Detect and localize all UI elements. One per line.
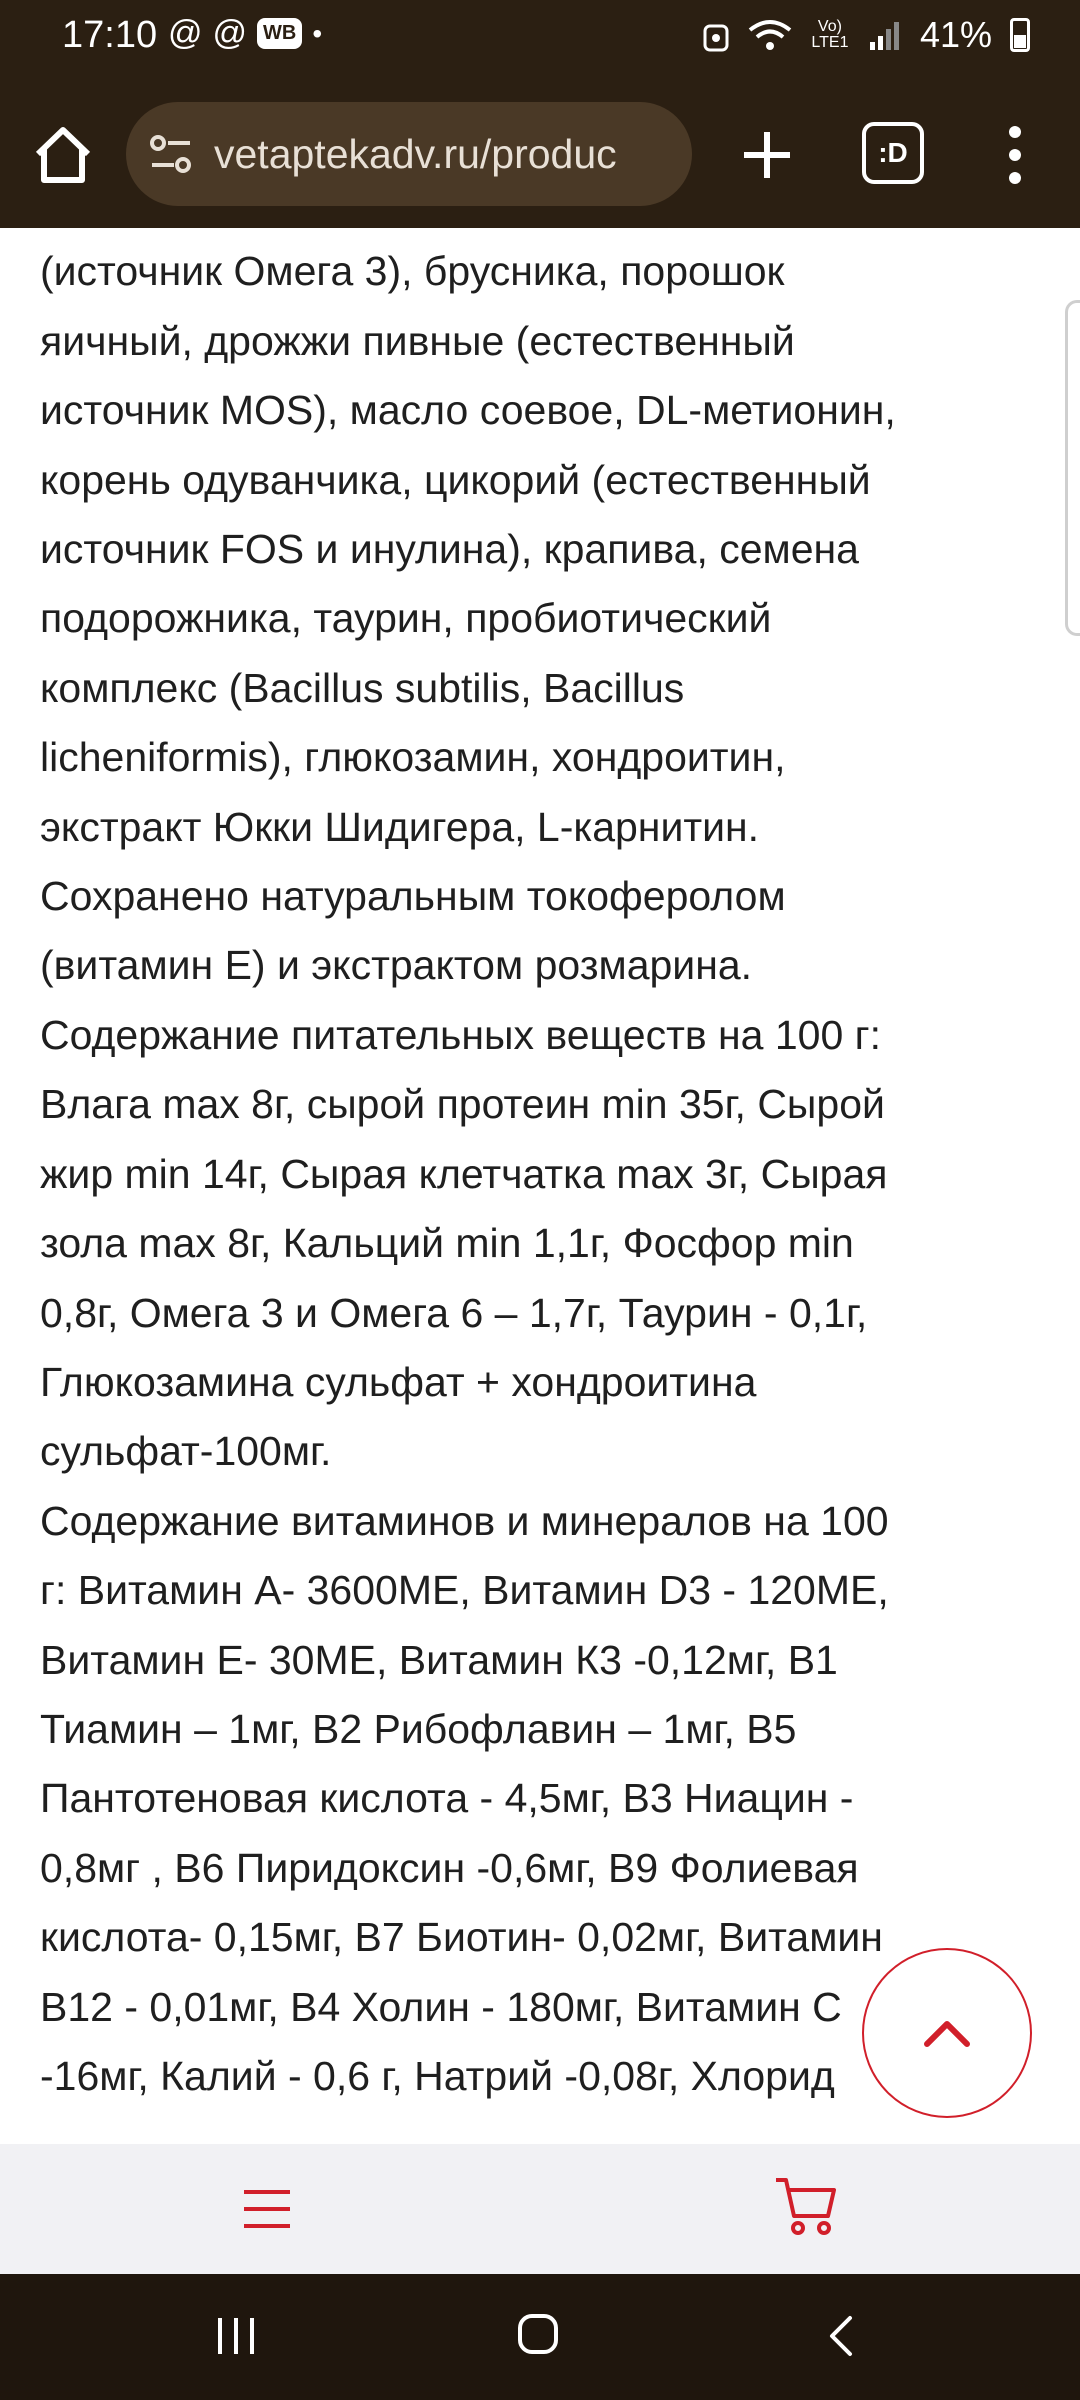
hamburger-menu-icon[interactable] xyxy=(240,2184,294,2234)
recents-icon[interactable] xyxy=(216,2314,256,2358)
status-bar xyxy=(0,0,1080,76)
system-navigation-bar xyxy=(0,2274,1080,2400)
home-icon[interactable] xyxy=(30,122,96,188)
wifi-icon xyxy=(748,18,792,52)
top-chrome xyxy=(0,0,1080,228)
product-description xyxy=(40,168,1030,2111)
url-text[interactable]: vetaptekadv.ru/produc xyxy=(214,130,617,177)
site-settings-icon[interactable] xyxy=(148,131,194,177)
description-nutrients: Содержание питательных веществ на 100 г: Влага max 8г, сырой протеин min 35г, Сырой жир min 14г, Сырая клетчатка max 3г, Сырая зола max 8г, Кальций min 1,1г, Фосфор min 0,8г, Омега 3 и Омега 6 – 1,7г, Таурин - 0,1г, Глюкозамина сульфат + хондроитина сульфат-100мг. xyxy=(40,1011,888,1475)
description-vitamins: Содержание витаминов и минералов на 100 г: Витамин А- 3600МЕ, Витамин D3 - 120МЕ, Витамин Е- 30МЕ, Витамин К3 -0,12мг, В1 Тиамин – 1мг, В2 Рибофлавин – 1мг, В5 Пантотеновая кислота - 4,5мг, В3 Ниацин - 0,8мг , В6 Пиридоксин -0,6мг, В9 Фолиевая кислота- 0,15мг, В7 Биотин- 0,02мг, Витамин В12 - 0,01мг, В4 Холин - 180мг, Витамин С -16мг, Калий - 0,6 г, Натрий -0,08г, Хлорид xyxy=(40,1497,889,2099)
dot-icon: • xyxy=(312,17,323,49)
at-icon: @ xyxy=(168,14,203,52)
battery-icon xyxy=(1010,18,1030,52)
more-vert-icon[interactable] xyxy=(1000,120,1030,190)
chevron-up-icon xyxy=(922,2016,972,2050)
scroll-to-top-button[interactable] xyxy=(862,1948,1032,2118)
cart-icon[interactable] xyxy=(774,2174,838,2238)
system-status xyxy=(702,14,1030,56)
signal-icon xyxy=(868,18,902,52)
network-label: Vo) LTE1 xyxy=(811,18,849,51)
back-icon[interactable] xyxy=(826,2314,856,2358)
nav-home-icon[interactable] xyxy=(516,2310,560,2358)
address-bar[interactable] xyxy=(126,102,692,206)
at-icon: @ xyxy=(212,14,248,52)
description-preservation: Сохранено натуральным токоферолом (витамин Е) и экстрактом розмарина. xyxy=(40,873,786,989)
notification-icons xyxy=(168,14,322,53)
battery-percent: 41% xyxy=(919,14,992,55)
alarm-icon xyxy=(702,18,730,52)
wb-icon: WB xyxy=(257,18,302,49)
description-composition: (источник Омега 3), брусника, порошок яичный, дрожжи пивные (естественный источник MOS), масло соевое, DL-метионин, корень одуванчика, цикорий (естественный источник FOS и инулина), крапива, семена подорожника, таурин, пробиотический комплекс (Bacillus subtilis, Bacillus licheniformis), глюкозамин, хондроитин, экстракт Юкки Шидигера, L-карнитин. xyxy=(40,248,896,850)
site-bottom-bar xyxy=(0,2144,1080,2274)
tab-switcher-button[interactable]: :D xyxy=(862,122,924,184)
scrollbar-thumb[interactable] xyxy=(1065,300,1080,636)
plus-icon[interactable] xyxy=(734,122,800,188)
status-time: 17:10 xyxy=(62,14,158,56)
browser-toolbar xyxy=(0,100,1080,210)
